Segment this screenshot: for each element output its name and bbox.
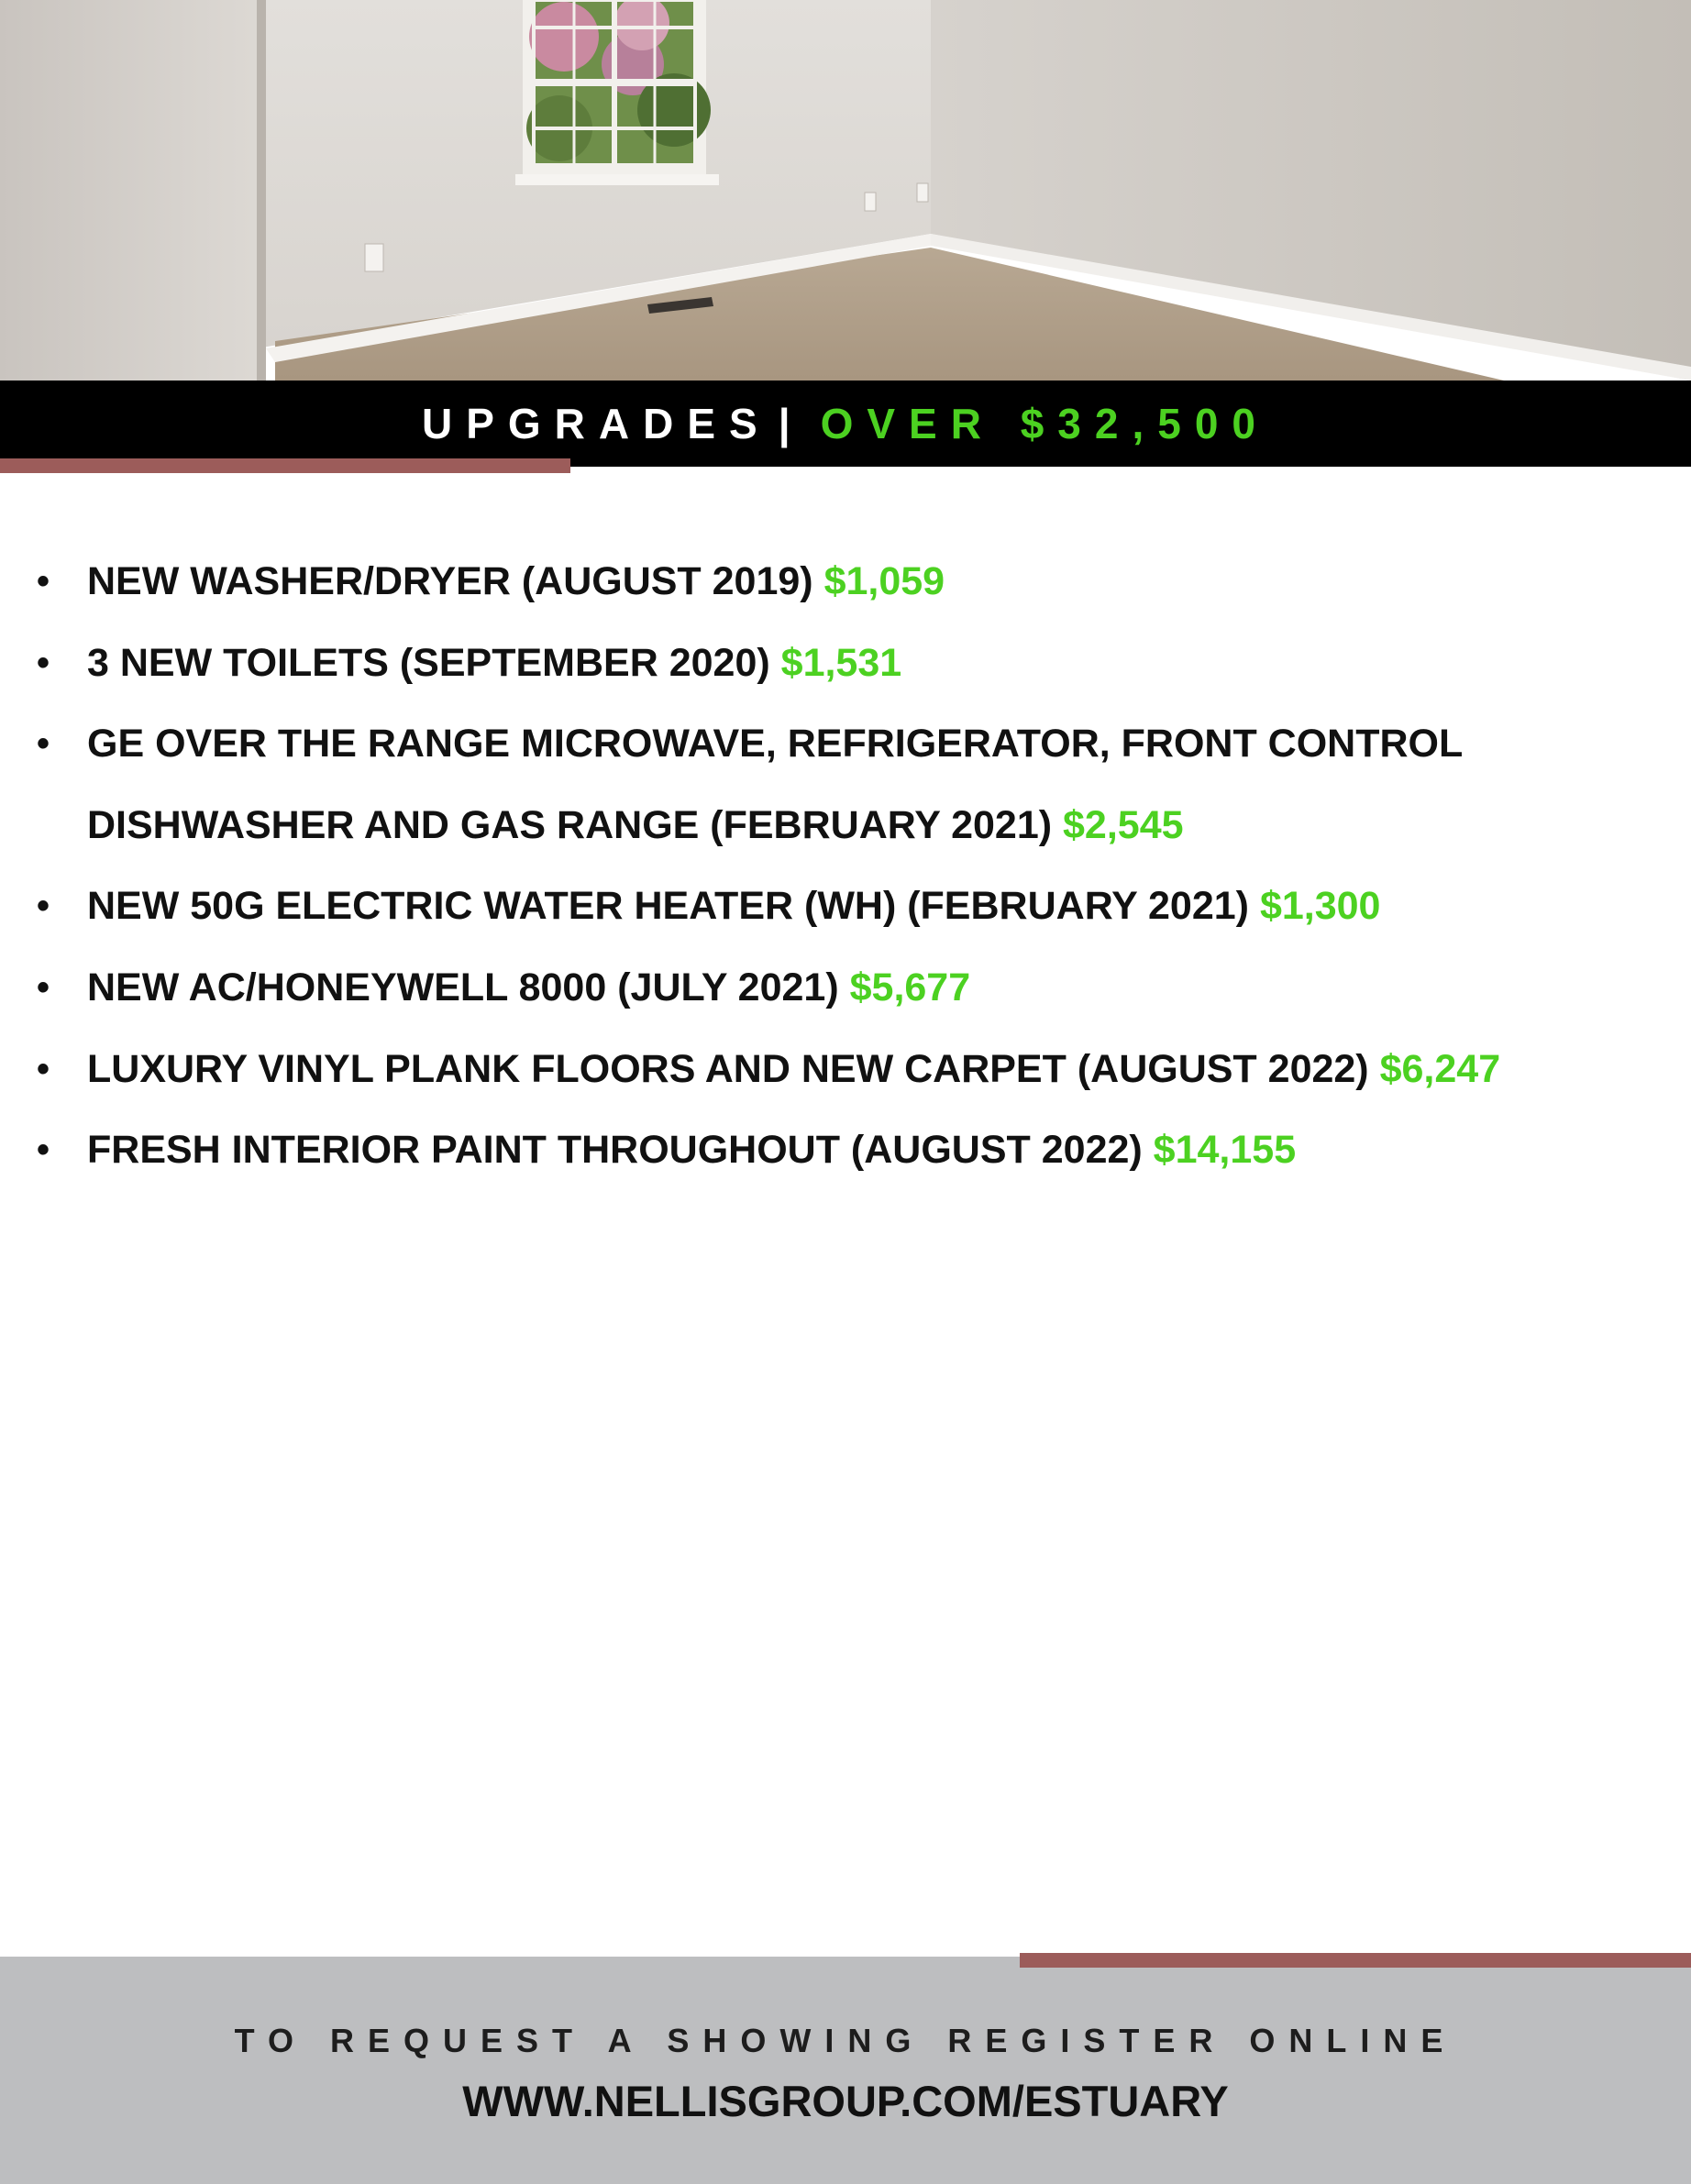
banner-separator: |: [778, 400, 804, 447]
upgrade-price: $1,059: [823, 559, 945, 603]
upgrade-price: $5,677: [849, 965, 971, 1009]
list-item: [0, 703, 1691, 866]
upgrade-text: NEW 50G ELECTRIC WATER HEATER (WH) (FEBRUARY 2021): [87, 884, 1249, 929]
upgrade-price: $1,531: [780, 640, 902, 685]
upgrades-list: [0, 541, 1691, 1191]
list-item: [0, 1029, 1691, 1110]
accent-bar-top: [0, 458, 570, 473]
upgrade-price: $6,247: [1379, 1046, 1501, 1091]
upgrade-text: GE OVER THE RANGE MICROWAVE, REFRIGERATOR, FRONT CONTROL DISHWASHER AND GAS RANGE (FEBRUARY 2021): [87, 722, 1463, 847]
bullet-icon: •: [37, 1130, 50, 1171]
list-item: [0, 947, 1691, 1029]
bullet-icon: •: [37, 723, 50, 765]
room-photo: [0, 0, 1691, 381]
footer-panel: [0, 1957, 1691, 2184]
bullet-icon: •: [37, 966, 50, 1008]
room-photo-illustration: [0, 0, 1691, 381]
website-link[interactable]: WWW.NELLISGROUP.COM/ESTUARY: [462, 2077, 1229, 2125]
accent-bar-bottom: [1020, 1953, 1691, 1968]
list-item: [0, 541, 1691, 623]
upgrade-text: NEW AC/HONEYWELL 8000 (JULY 2021): [87, 965, 839, 1009]
banner-label: UPGRADES: [421, 400, 771, 447]
upgrade-text: NEW WASHER/DRYER (AUGUST 2019): [87, 559, 813, 603]
upgrades-banner: [0, 381, 1691, 467]
bullet-icon: •: [37, 886, 50, 927]
list-item: [0, 866, 1691, 947]
list-item: [0, 623, 1691, 704]
upgrade-text: FRESH INTERIOR PAINT THROUGHOUT (AUGUST 2022): [87, 1128, 1143, 1173]
bullet-icon: •: [37, 642, 50, 683]
upgrade-price: $14,155: [1153, 1128, 1297, 1173]
showing-cta: TO REQUEST A SHOWING REGISTER ONLINE: [234, 2022, 1457, 2059]
upgrade-text: 3 NEW TOILETS (SEPTEMBER 2020): [87, 640, 770, 685]
upgrade-text: LUXURY VINYL PLANK FLOORS AND NEW CARPET (AUGUST 2022): [87, 1046, 1369, 1091]
upgrade-price: $1,300: [1259, 884, 1381, 929]
banner-total: OVER $32,500: [820, 400, 1269, 447]
bullet-icon: •: [37, 561, 50, 601]
upgrade-price: $2,545: [1063, 802, 1184, 847]
bullet-icon: •: [37, 1048, 50, 1089]
list-item: [0, 1109, 1691, 1191]
